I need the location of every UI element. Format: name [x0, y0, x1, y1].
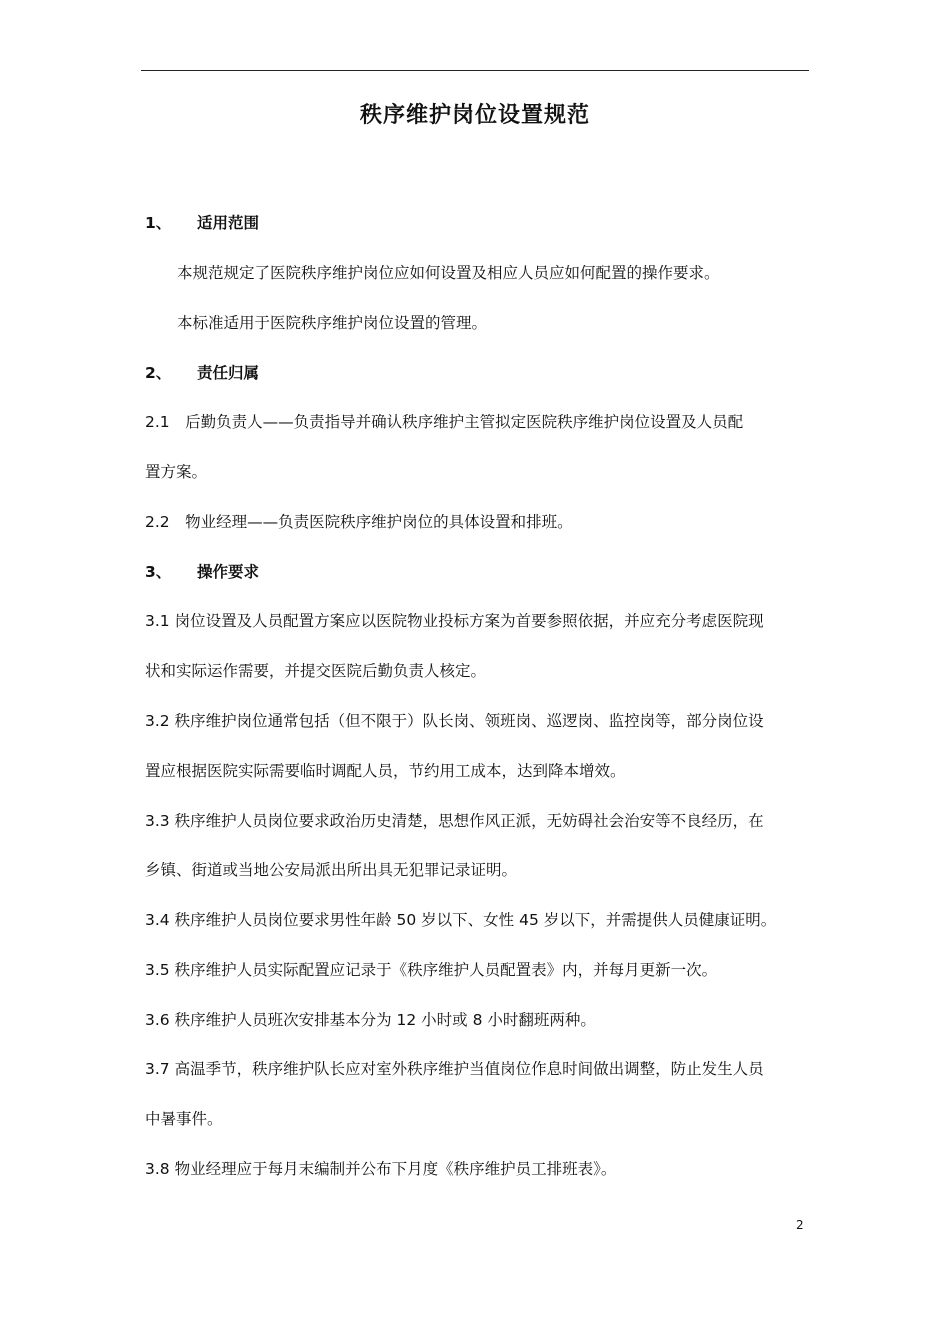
paragraph-line: 3.2 秩序维护岗位通常包括（但不限于）队长岗、领班岗、巡逻岗、监控岗等，部分岗位设	[145, 712, 764, 730]
section-number: 2、	[145, 364, 172, 382]
paragraph-line: 3.4 秩序维护人员岗位要求男性年龄 50 岁以下、女性 45 岁以下，并需提供人员健康证明。	[145, 911, 777, 929]
paragraph-line: 3.5 秩序维护人员实际配置应记录于《秩序维护人员配置表》内，并每月更新一次。	[145, 961, 718, 979]
page-number: 2	[796, 1218, 804, 1232]
paragraph-line: 本规范规定了医院秩序维护岗位应如何设置及相应人员应如何配置的操作要求。	[177, 264, 720, 282]
paragraph-line: 2.1 后勤负责人——负责指导并确认秩序维护主管拟定医院秩序维护岗位设置及人员配	[145, 413, 744, 431]
section-number: 1、	[145, 214, 172, 232]
section-title: 操作要求	[197, 563, 260, 581]
section-title: 适用范围	[197, 214, 260, 232]
paragraph-line: 3.6 秩序维护人员班次安排基本分为 12 小时或 8 小时翻班两种。	[145, 1011, 596, 1029]
section-heading-3	[145, 561, 259, 583]
paragraph-line: 3.3 秩序维护人员岗位要求政治历史清楚，思想作风正派，无妨碍社会治安等不良经历，在	[145, 812, 764, 830]
section-heading-2	[145, 362, 259, 384]
section-heading-1	[145, 212, 259, 234]
paragraph-line: 3.8 物业经理应于每月末编制并公布下月度《秩序维护员工排班表》。	[145, 1160, 617, 1178]
paragraph-line: 3.7 高温季节，秩序维护队长应对室外秩序维护当值岗位作息时间做出调整，防止发生人员	[145, 1060, 764, 1078]
section-number: 3、	[145, 563, 172, 581]
paragraph-line: 乡镇、街道或当地公安局派出所出具无犯罪记录证明。	[145, 861, 518, 879]
paragraph-line: 2.2 物业经理——负责医院秩序维护岗位的具体设置和排班。	[145, 513, 573, 531]
paragraph-line: 3.1 岗位设置及人员配置方案应以医院物业投标方案为首要参照依据，并应充分考虑医院现	[145, 612, 764, 630]
paragraph-line: 本标准适用于医院秩序维护岗位设置的管理。	[177, 314, 488, 332]
paragraph-line: 置应根据医院实际需要临时调配人员，节约用工成本，达到降本增效。	[145, 762, 626, 780]
document-title: 秩序维护岗位设置规范	[359, 103, 590, 128]
header-rule	[141, 70, 809, 71]
paragraph-line: 置方案。	[145, 463, 208, 481]
paragraph-line: 状和实际运作需要，并提交医院后勤负责人核定。	[145, 662, 487, 680]
section-title: 责任归属	[197, 364, 260, 382]
paragraph-line: 中暑事件。	[145, 1110, 223, 1128]
